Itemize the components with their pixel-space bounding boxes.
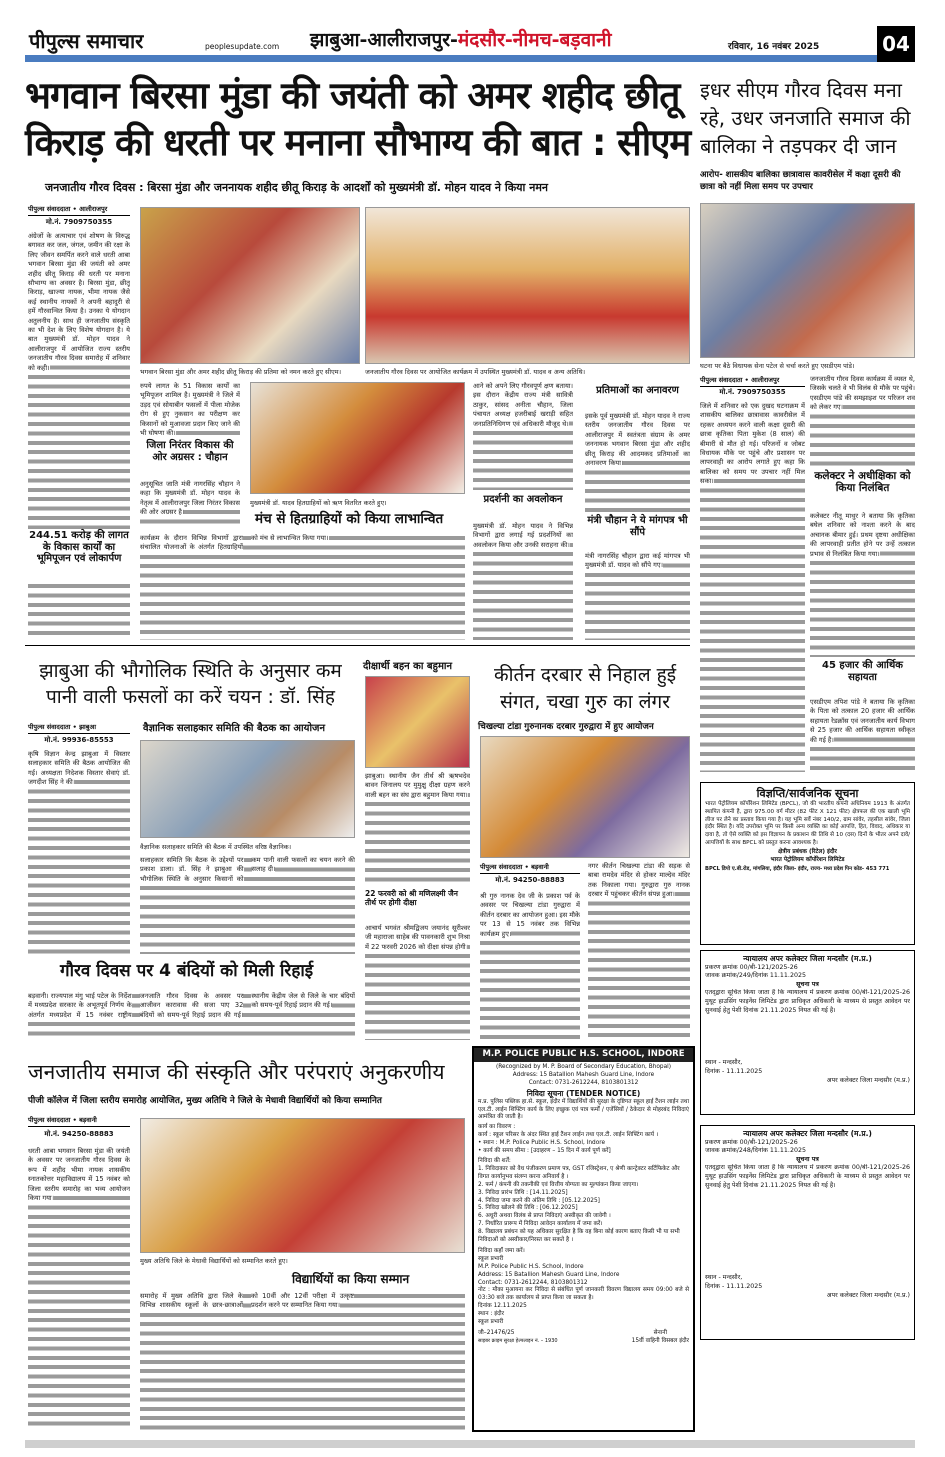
body-pratima bbox=[585, 412, 690, 512]
court-body: एतद्‌द्वारा सूचित किया जाता है कि न्यायालय में प्रकरण क्रमांक 00/बी-121/2025-26 मुथूट हाउसिंग फाइनेंस लिमिटेड द्वारा प्राधिकृत अधिकारी के माध्यम से प्रस्तुत आवेदन पर सुनवाई हेतु पेशी दिनांक 21.11.2025 नियत की गई है। bbox=[705, 1164, 910, 1189]
kirtan-mobile: मो.नं. 94250-88883 bbox=[495, 876, 565, 884]
body-mangpatra bbox=[585, 552, 690, 640]
jhabua-body-text: कृषि विज्ञान केन्द्र झाबुआ में विस्तार सलाहकार समिति की बैठक आयोजित की गई। अध्यक्षता निदेशक विस्तार सेवाएं डॉ. जगदीश सिंह ने की। bbox=[28, 750, 130, 787]
kirtan-body-text: श्री गुरु नानक देव जी के प्रकाश पर्व के अवसर पर चिखल्या टांडा गुरुद्वारा में कीर्तन दरबार का आयोजन हुआ। इस मौके पर 13 से 15 नवंबर तक विभिन्न कार्यक्रम हुए। bbox=[480, 892, 580, 938]
bpcl-sign2: भारत पेट्रोलियम कॉर्पोरेशन लिमिटेड bbox=[770, 857, 845, 864]
body-pratima-text: इसके पूर्व मुख्यमंत्री डॉ. मोहन यादव ने राज्य स्तरीय जनजातीय गौरव दिवस पर आलीराजपुर में स्वतंत्रता संग्राम के अमर जननायक भगवान बिरसा मुंडा और शहीद छीतू किराड़ की आदमकद प्रतिमाओं का अनावरण किया। bbox=[585, 412, 690, 468]
court-title: न्यायालय अपर कलेक्टर जिला मन्दसौर (म.प्र.) bbox=[743, 954, 872, 963]
gaurav-body-text: बड़वानी। राज्यपाल मंगु भाई पटेल के निर्देश में मध्यप्रदेश सरकार के अभूतपूर्व निर्णय के अंतर्गत मध्यप्रदेश में 15 नवंबर राष्ट्रीय जनजाति गौरव दिवस के अवसर पर आजीवन कारावास की सजा पाए 32 बंदियों को समय-पूर्व रिहाई प्रदान की गई। स्थानीय केंद्रीय जेल से जिले के चार बंदियों को समय-पूर्व रिहाई प्रदान की गई। bbox=[28, 992, 355, 1019]
tender-recognized: (Recognized by M. P. Board of Secondary Education, Bhopal) bbox=[495, 1063, 672, 1070]
tender-incharge: स्कूल प्रभारी bbox=[478, 1255, 504, 1262]
tender-school-line: M.P. Police Public H.S. School, Indore bbox=[478, 1263, 584, 1270]
tender-content bbox=[474, 1062, 693, 1348]
sanskriti-subhead: पीजी कॉलेज में जिला स्तरीय समारोह आयोजित, मुख्य अतिथि ने जिले के मेधावी विद्यार्थियों को किया सम्मानित bbox=[28, 1096, 382, 1106]
lead-col2-text: रुपये लागत के 51 विकास कार्यों का भूमिपूजन शामिल है। मुख्यमंत्री ने जिले में उड़द एवं सोयाबीन फसलों में पीला मोजेक रोग से हुए नुकसान का परीक्षण कर किसानों को मुआवजा प्रदान किए जाने की भी घोषणा की। bbox=[140, 382, 240, 437]
sanskriti-body2-text: समारोह में मुख्य अतिथि द्वारा जिले के विभिन्न शासकीय स्कूलों के छात्र-छात्राओं को 10वीं और 12वीं परीक्षा में उत्कृष्ट प्रदर्शन करने पर सम्मानित किया गया। bbox=[140, 1292, 354, 1310]
tender-dated: दिनांक 12.11.2025 bbox=[478, 1303, 527, 1310]
jhabua-byline: पीपुल्स संवाददाता • झाबुआ bbox=[28, 722, 130, 734]
kirtan-headline bbox=[480, 662, 690, 716]
body-chauhan bbox=[140, 480, 240, 528]
body-sahayata-text: एसडीएम तपिश पांडे ने बताया कि कृतिका के पिता को तत्काल 20 हजार की आर्थिक सहायता रेडक्रॉस एवं जनजातीय कार्य विभाग से 25 हजार की आर्थिक सहायता स्वीकृत की गई है। bbox=[810, 698, 915, 744]
tender-work: कार्य : स्कूल परिसर के अंदर स्थित हाई टैंशन लाईन तथा एल.टी. लाईन शिफ्टिंग कार्य । bbox=[478, 1132, 659, 1139]
jhabua-body2-text: सलाहकार समिति कि बैठक के उद्देश्यों पर प्रकाश डाला। डॉ. सिंह ने झाबुआ की भौगोलिक स्थिति के अनुसार किसानों को कम पानी वाली फसलों का चयन करने की सलाह दी। bbox=[140, 856, 355, 883]
tender-term: 2. फर्म / कंपनी की तकनीकी एवं वित्तीय योग्यता का मूल्यांकन किया जाएगा। bbox=[478, 1181, 639, 1188]
subhead-pradarshani: प्रदर्शनी का अवलोकन bbox=[483, 494, 563, 505]
dikshaarthi-body2 bbox=[365, 924, 470, 1040]
masthead bbox=[25, 26, 915, 62]
photo-statue-tribute bbox=[140, 207, 360, 364]
tender-term: 4. निविदा जमा करने की अंतिम तिथि : [05.12.2025] bbox=[478, 1197, 600, 1204]
edition-red: मंदसौर-नीमच-बड़वानी bbox=[457, 29, 612, 51]
caption-jhabua: वैज्ञानिक सलाहकार समिति की बैठक में उपस्थित वरिष्ठ वैज्ञानिक। bbox=[140, 843, 292, 851]
sanskriti-body2 bbox=[140, 1292, 465, 1430]
jhabua-headline bbox=[28, 658, 353, 710]
bpcl-address: BPCL डिपो ए.बी.रोड, मांगलिया, इंदौर जिला- इंदौर, राज्य- मध्य प्रदेश पिन कोड- 453 771 bbox=[705, 865, 890, 872]
kirtan-body2 bbox=[588, 862, 690, 1040]
tender-term: 3. निविदा प्रारंभ तिथि : [14.11.2025] bbox=[478, 1189, 568, 1196]
right-body bbox=[700, 402, 805, 772]
tender-ref: जी–21476/25 bbox=[478, 1330, 515, 1336]
court-notice-1 bbox=[700, 950, 915, 1115]
subhead-nilambit: कलेक्टर ने अधीक्षिका को किया निलंबित bbox=[814, 470, 911, 495]
court-heading: सूचना पत्र bbox=[796, 980, 819, 988]
tender-school-name: M.P. POLICE PUBLIC H.S. SCHOOL, INDORE bbox=[474, 1048, 693, 1062]
right-body2-text: जनजातीय गौरव दिवस कार्यक्रम में व्यस्त थे, जिसके चलते वे भी विलंब से मौके पर पहुंचे। एसडीएम पांडे की समझाइश पर परिजन शव को लेकर गए। bbox=[810, 375, 915, 412]
tender-location: • स्थान : M.P. Police Public H.S. School, Indore bbox=[478, 1140, 606, 1147]
sanskriti-byline: पीपुल्स संवाददाता • बड़वानी bbox=[28, 1115, 130, 1127]
tender-notice bbox=[472, 1046, 695, 1432]
page-number: 04 bbox=[877, 26, 915, 62]
tender-footer bbox=[478, 1330, 689, 1346]
court-case: प्रकरण क्रमांक 00/बी-121/2025-26 bbox=[705, 963, 798, 971]
bottom-bar bbox=[25, 1440, 915, 1448]
photo-loan-distribution bbox=[250, 382, 465, 494]
tender-helpline: साइबर क्राइम सुरक्षा हेल्पलाइन नं. – 1930 bbox=[478, 1337, 558, 1344]
court-sign: अपर कलेक्टर जिला मन्दसौर (म.प्र.) bbox=[826, 1076, 910, 1084]
tender-term: 5. निविदा खोलने की तिथि : [06.12.2025] bbox=[478, 1205, 578, 1212]
subhead-manch: मंच से हितग्राहियों को किया लाभान्वित bbox=[255, 511, 444, 527]
court-heading: सूचना पत्र bbox=[796, 1155, 819, 1163]
kirtan-body2-text: नगर कीर्तन चिखल्या टांडा की सड़क से बाबा रामदेव मंदिर से होकर माल्देव मंदिर तक निकाला गया। गुरुद्वारा गुरु नानक दरबार में पहुंचकर कीर्तन संपन्न हुआ। bbox=[588, 862, 690, 899]
tender-term: 7. निर्धारित प्रारूप में निविदा आवेदन कार्यालय में जमा करें। bbox=[478, 1221, 603, 1228]
jhabua-subhead: वैज्ञानिक सलाहकार समिति की बैठक का आयोजन bbox=[143, 723, 326, 734]
tender-work-heading: कार्य का विवरण : bbox=[478, 1124, 516, 1131]
body-sahayata bbox=[810, 698, 915, 773]
tender-note: नोट : मौका मुआयना कर निविदा से संबंधित पूर्ण जानकारी विवरण विद्यालय समय 09:00 बजे से 03:30 बजे तक कार्यालय से प्राप्त किया जा सकता है। bbox=[478, 1287, 689, 1302]
tender-term: 6. अधूरी अथवा विलंब से प्राप्त निविदाएं अस्वीकृत की जावेगी । bbox=[478, 1213, 611, 1220]
tender-school-contact: Contact: 0731-2612244, 8103801312 bbox=[478, 1279, 588, 1286]
gaurav-body bbox=[28, 992, 355, 1040]
body-manch bbox=[140, 534, 465, 640]
body-pradarshani bbox=[473, 522, 573, 640]
newspaper-logo: पीपुल्स समाचार bbox=[29, 29, 144, 53]
sanskriti-mobile: मो.नं. 94250-88883 bbox=[44, 1130, 114, 1138]
kirtan-subhead: चिखल्या टांडा गुरुनानक दरबार गुरुद्वारा में हुए आयोजन bbox=[478, 722, 654, 732]
body-pradarshani-text: मुख्यमंत्री डॉ. मोहन यादव ने विभिन्न विभागों द्वारा लगाई गई प्रदर्शनियों का अवलोकन किया और उनकी सराहना की। bbox=[473, 522, 573, 549]
court-title: न्यायालय अपर कलेक्टर जिला मन्दसौर (म.प्र.) bbox=[743, 1129, 872, 1138]
lead-byline: पीपुल्स संवाददाता • आलीराजपुर bbox=[28, 204, 130, 216]
sanskriti-subhead2: विद्यार्थियों का किया सम्मान bbox=[292, 1272, 410, 1286]
sanskriti-body-text: धरती आबा भगवान बिरसा मुंडा की जयंती के अवसर पर जनजातीय गौरव दिवस के रूप में शहीद भीमा नायक शासकीय स्नातकोत्तर महाविद्यालय में 15 नवंबर को जिला स्तरीय समारोह का भव्य आयोजन किया गया। bbox=[28, 1147, 130, 1203]
bpcl-body: भारत पेट्रोलियम कॉर्पोरेशन लिमिटेड (BPCL), जो की भारतीय कंपनी अधिनियम 1913 के अंतर्गत स्थापित कंपनी है, द्वारा 975.00 वर्ग मीटर (82 फीट X 121 फीट) क्षेत्रफल की एक खाली भूमि लीज पर लेने का प्रस्ताव किया गया है। यह भूमि सर्वे नंबर 140/2, ग्राम सांवेर, तहसील सांवेर, जिला इंदौर स्थित है। यदि उपरोक्त भूमि पर किसी अन्य व्यक्ति का कोई आपत्ति, हित, विवाद, अधिकार या दावा है, तो ऐसे व्यक्ति को इस विज्ञापन के प्रकाशन की तिथि से 10 (दस) दिनों के भीतर अपने दावे/आपत्तियों के साथ BPCL को प्रस्तुत करना आवश्यक है। bbox=[705, 801, 910, 846]
caption-sanskriti: मुख्य अतिथि जिले के मेधावी विद्यार्थियों को सम्मानित करते हुए। bbox=[140, 1257, 288, 1265]
body-nilambit bbox=[810, 512, 915, 657]
court-dated: दिनांक - 11.11.2025 bbox=[705, 1282, 763, 1290]
edition-black: झाबुआ-आलीराजपुर- bbox=[310, 29, 458, 51]
tender-term: 8. विद्यालय प्रबंधन को यह अधिकार सुरक्षित है कि वह बिना कोई कारण बताए किसी भी या सभी निविदाओं को अस्वीकार/निरस्त कर सकते है । bbox=[478, 1229, 680, 1244]
sanskriti-body bbox=[28, 1147, 130, 1430]
kirtan-body bbox=[480, 892, 580, 1040]
subhead-chauhan: जिला निरंतर विकास की ओर अग्रसर : चौहान bbox=[146, 440, 234, 463]
right-body-text: जिले में शनिवार को एक दुखद घटनाक्रम में शासकीय बालिका छात्रावास कावरीसेल में रहकर अध्ययन करने वाली कक्षा दूसरी की छात्रा कृतिका पिता मुकेश (8 साल) की बीमारी से मौत हो गई। परिजनों व जोबट विधायक मौके पर पहुंचे और प्रशासन पर लापरवाही का आरोप लगाते हुए कहा कि बालिका को समय पर उपचार नहीं मिल सका। bbox=[700, 402, 805, 486]
tender-time: • कार्य की समय सीमा : [उदाहरण – 15 दिन में कार्य पूर्ण करें] bbox=[478, 1148, 611, 1155]
body-chauhan-text: अनुसूचित जाति मंत्री नागरसिंह चौहान ने कहा कि मुख्यमंत्री डॉ. मोहन यादव के नेतृत्व में आलीराजपुर जिला निरंतर विकास की ओर अग्रसर है। bbox=[140, 480, 240, 517]
tender-footer-right bbox=[632, 1330, 689, 1346]
dikshaarthi-body2-text: आचार्य भगवंत श्रीमद्विजय जयानंद सूरीश्वर जी महाराजा साहेब की पावनकारी शुभ निश्रा में 22 फरवरी 2026 को दीक्षा संपन्न होगी। bbox=[365, 924, 470, 951]
photo-students-honour bbox=[140, 1118, 465, 1253]
photo-committee-meeting bbox=[140, 740, 355, 838]
tender-incharge2: स्कूल प्रभारी bbox=[478, 1319, 504, 1326]
subhead-sahayata: 45 हजार की आर्थिक सहायता bbox=[822, 660, 903, 683]
tender-contact: Contact: 0731-2612244, 8103801312 bbox=[528, 1079, 639, 1086]
caption-statue: भगवान बिरसा मुंडा और अमर शहीद छीतू किराड़ की प्रतिमा को नमन करते हुए सीएम। bbox=[140, 368, 342, 376]
tender-battalion: 15वीं वाहिनी विसबल इंदौर bbox=[631, 1337, 689, 1344]
tender-place: स्थान : इंदौर bbox=[478, 1311, 504, 1318]
caption-stage: जनजातीय गौरव दिवस पर आयोजित कार्यक्रम में उपस्थित मुख्यमंत्री डॉ. यादव व अन्य अतिथि। bbox=[365, 368, 586, 376]
body-nilambit-text: कलेक्टर नीतू माथुर ने बताया कि कृतिका बघेल शनिवार को नाश्ता करने के बाद अचानक बीमार हुई। प्रथम दृष्टया अधीक्षिका की लापरवाही प्रतीत होने पर उन्हें तत्काल प्रभाव से निलंबित किया गया। bbox=[810, 512, 915, 558]
court-place: स्थान - मन्दसौर, bbox=[705, 1274, 743, 1282]
right-byline: पीपुल्स संवाददाता • आलीराजपुर bbox=[700, 375, 805, 387]
bpcl-title: विज्ञप्ति/सार्वजनिक सूचना bbox=[756, 787, 859, 800]
issue-date: रविवार, 16 नवंबर 2025 bbox=[728, 42, 820, 52]
tender-submit-heading: निविदा कहाँ जमा करें। bbox=[478, 1247, 525, 1254]
lead-col2 bbox=[140, 382, 240, 437]
jhabua-body bbox=[28, 750, 130, 955]
body-mangpatra-text: मंत्री नागरसिंह चौहान द्वारा कई मांगपत्र भी मुख्यमंत्री डॉ. यादव को सौंपे गए। bbox=[585, 552, 690, 570]
court-date: जावक क्रमांक/248/दिनांक 11.11.2025 bbox=[705, 1147, 806, 1155]
court-date: जावक क्रमांक/249/दिनांक 11.11.2025 bbox=[705, 972, 806, 980]
tender-title: निविदा सूचना (TENDER NOTICE) bbox=[526, 1088, 641, 1098]
right-body2 bbox=[810, 375, 915, 467]
lead-subhead: जनजातीय गौरव दिवस : बिरसा मुंडा और जननायक शहीद छीतू किराड़ के आदर्शों को मुख्यमंत्री डॉ. मोहन यादव ने किया नमन bbox=[45, 181, 549, 194]
photo-kirtan-langar bbox=[480, 736, 690, 858]
court-case: प्रकरण क्रमांक 00/बी-121/2025-26 bbox=[705, 1138, 798, 1146]
lead-col4-text: आने को अपने लिए गौरवपूर्ण क्षण बताया। इस दौरान केंद्रीय राज्य मंत्री सावित्री ठाकुर, सांसद अनीता चौहान, जिला पंचायत अध्यक्ष हजरीबाई खराड़ी सहित जनप्रतिनिधिगण एवं अधिकारी मौजूद थे। bbox=[473, 382, 573, 428]
kirtan-headline-line1: कीर्तन दरबार से निहाल हुई bbox=[494, 664, 677, 686]
dikshaarthi-subhead: 22 फरवरी को श्री मणिलक्ष्मी जैन तीर्थ पर होगी दीक्षा bbox=[365, 889, 458, 907]
dikshaarthi-body bbox=[365, 772, 470, 887]
bpcl-sign1: क्षेत्रीय प्रबंधक (रिटेल) इंदौर bbox=[778, 848, 837, 855]
caption-loan: मुख्यमंत्री डॉ. यादव हितग्राहियों को ऋण वितरित करते हुए। bbox=[250, 499, 387, 507]
tender-terms-heading: निविदा की शर्तें: bbox=[478, 1157, 511, 1164]
lead-headline-line2: किराड़ की धरती पर मनाना सौभाग्य की बात : सीएम bbox=[25, 121, 691, 164]
body-manch-text: कार्यक्रम के दौरान विभिन्न विभागों द्वारा संचालित योजनाओं के अंतर्गत हितग्राहियों को मंच से लाभान्वित किया गया। bbox=[140, 534, 329, 552]
tender-intro: म.प्र. पुलिस पब्लिक हा.से. स्कूल, इंदौर में विद्यार्थियों की सुरक्षा के दृष्टिगत स्कूल हाई टैंशन लाईन तथा एल.टी. लाईन शिफ्टिंग कार्य के लिए इच्छुक एवं पात्र फर्मों / एजेंसियों / ठेकेदार से मोहरबंद निविदाएं आमंत्रित की जाती है। bbox=[478, 1098, 689, 1121]
dikshaarthi-headline: दीक्षार्थी बहन का बहुमान bbox=[363, 661, 453, 672]
kirtan-headline-line2: संगत, चखा गुरु का लंगर bbox=[500, 691, 671, 713]
photo-dikshaarthi bbox=[365, 676, 470, 768]
photo-cm-stage bbox=[365, 207, 690, 364]
lead-body-text: अंग्रेजों के अत्याचार एवं शोषण के विरुद्ध बगावत कर जल, जंगल, जमीन की रक्षा के लिए जीवन समर्पित करने वाले धरती आबा भगवान बिरसा मुंडा की जयंती को अमर शहीद छीतू किराड़ की धरती पर मनाना सौभाग्य का अवसर है। बिरसा मुंडा, छीतू किराड़, खाज्या नायक, भीमा नायक जैसे कई स्थानीय नायकों ने अपनी बहादुरी से हमें गौरवान्वित किया है। उनका ये योगदान अतुलनीय है। साथ ही जनजातीय संस्कृति का भी देश के लिए विशेष योगदान है। ये बात मुख्यमंत्री डॉ. मोहन यादव ने आलीराजपुर में आयोजित राज्य स्तरीय जनजातीय गौरव दिवस समारोह में शनिवार को कही। bbox=[28, 232, 130, 372]
tender-senani: सेनानी bbox=[653, 1330, 667, 1336]
subhead-mangpatra: मंत्री चौहान ने ये मांगपत्र भी सौंपे bbox=[587, 515, 688, 538]
tender-footer-left bbox=[478, 1330, 558, 1346]
section-divider bbox=[25, 645, 690, 646]
caption-right: घटना पर बैठे विधायक सेना पटेल से चर्चा करते हुए एसडीएम पांडे। bbox=[700, 362, 855, 370]
tender-address: Address: 15 Batallion Mahesh Guard Line, Indore bbox=[512, 1071, 655, 1078]
lead-col4 bbox=[473, 382, 573, 490]
lead-body bbox=[28, 232, 130, 529]
website-link[interactable]: peoplesupdate.com bbox=[205, 42, 280, 51]
lead-body-cont bbox=[28, 582, 130, 640]
court-dated: दिनांक - 11.11.2025 bbox=[705, 1067, 763, 1075]
court-place: स्थान - मन्दसौर, bbox=[705, 1059, 743, 1067]
court-notice-2 bbox=[700, 1125, 915, 1340]
court-body: एतद्‌द्वारा सूचित किया जाता है कि न्यायालय में प्रकरण क्रमांक 00/बी-121/2025-26 मुथूट हाउसिंग फाइनेंस लिमिटेड द्वारा प्राधिकृत अधिकारी के माध्यम से प्रस्तुत आवेदन पर सुनवाई हेतु पेशी दिनांक 21.11.2025 नियत की गई है। bbox=[705, 989, 910, 1014]
jhabua-headline-line2: पानी वाली फसलों का करें चयन : डॉ. सिंह bbox=[46, 686, 335, 708]
masthead-rule bbox=[25, 55, 877, 62]
dikshaarthi-body-text: झाबुआ। स्थानीय जैन तीर्थ श्री ऋषभदेव बावन जिनालय पर मुमुक्षु दीक्षा ग्रहण करने वाली बहन का संघ द्वारा बहुमान किया गया। bbox=[365, 772, 470, 799]
kirtan-byline: पीपुल्स संवाददाता • बड़वानी bbox=[480, 862, 580, 874]
gaurav-headline: गौरव दिवस पर 4 बंदियों को मिली रिहाई bbox=[60, 961, 314, 981]
bpcl-public-notice bbox=[700, 782, 915, 945]
jhabua-body2 bbox=[140, 856, 355, 954]
jhabua-headline-line1: झाबुआ की भौगोलिक स्थिति के अनुसार कम bbox=[39, 660, 342, 682]
sanskriti-headline: जनजातीय समाज की संस्कृति और परंपराएं अनुकरणीय bbox=[28, 1060, 445, 1084]
tender-term: 1. निविदाकार को वैध पंजीकरण प्रमाण पत्र, GST रजिस्ट्रेशन, ए श्रेणी कान्ट्रेक्टर सर्टिफिकेट और विगत कार्यानुभव संलग्न करना अनिवार्य है । bbox=[478, 1165, 680, 1180]
lead-headline-line1: भगवान बिरसा मुंडा की जयंती को अमर शहीद छीतू bbox=[25, 74, 680, 117]
right-headline: इधर सीएम गौरव दिवस मना रहे, उधर जनजाति समाज की बालिका ने तड़पकर दी जान bbox=[700, 78, 911, 158]
lead-subhead-244: 244.51 करोड़ की लागत के विकास कार्यों का भूमिपूजन एवं लोकार्पण bbox=[29, 530, 129, 564]
right-mobile: मो.नं. 7909750355 bbox=[719, 388, 786, 396]
lead-headline bbox=[25, 72, 690, 166]
subhead-pratima: प्रतिमाओं का अनावरण bbox=[596, 385, 679, 396]
right-subhead: आरोप- शासकीय बालिका छात्रावास कावरीसेल में कक्षा दूसरी की छात्रा को नहीं मिला समय पर उपचार bbox=[700, 170, 901, 192]
edition-title bbox=[310, 30, 612, 51]
court-sign: अपर कलेक्टर जिला मन्दसौर (म.प्र.) bbox=[826, 1291, 910, 1299]
photo-mla-sdm bbox=[700, 203, 915, 358]
lead-mobile: मो.नं. 7909750355 bbox=[45, 218, 113, 226]
tender-school-address: Address: 15 Batallion Mahesh Guard Line, Indore bbox=[478, 1271, 620, 1278]
jhabua-mobile: मो.नं. 99936-85553 bbox=[44, 736, 114, 744]
